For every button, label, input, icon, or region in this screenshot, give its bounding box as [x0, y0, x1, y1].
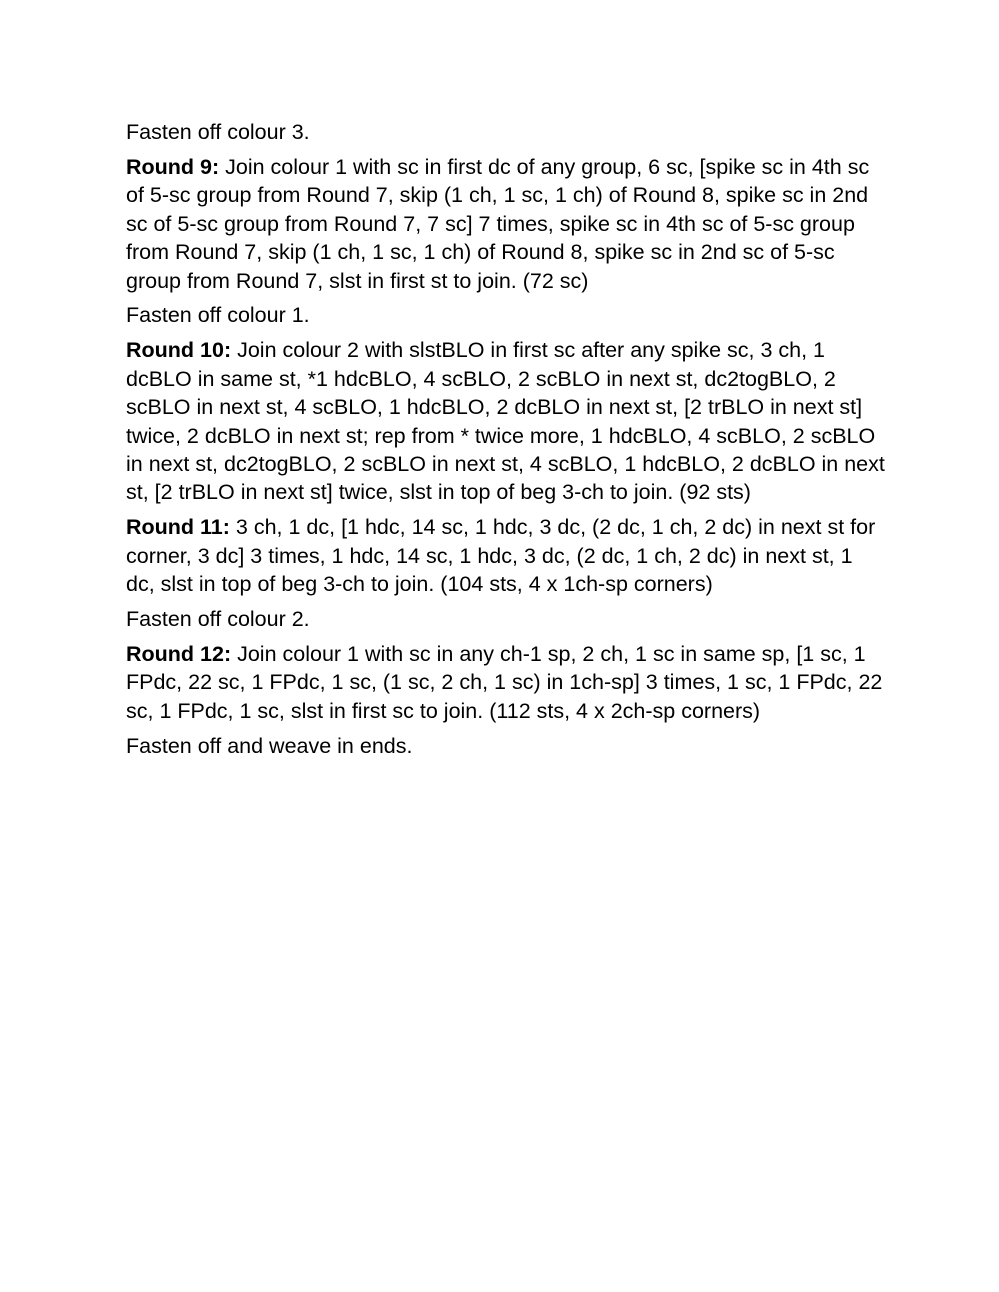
instruction-fasten-off [126, 118, 886, 146]
round-11-instruction [126, 513, 886, 598]
instruction-text: Fasten off colour 3. [126, 120, 310, 144]
round-12-instruction [126, 640, 886, 725]
instruction-text: Join colour 1 with sc in any ch-1 sp, 2 ch, 1 sc in same sp, [1 sc, 1 FPdc, 22 sc, 1 FPdc, 1 sc, (1 sc, 2 ch, 1 sc) in 1ch-sp] 3 times, 1 sc, 1 FPdc, 22 sc, 1 FPdc, 1 sc, slst in first sc to join. (112 sts, 4 x 2ch-sp corners) [126, 641, 883, 723]
instruction-finish [126, 732, 886, 760]
instruction-text: Join colour 1 with sc in first dc of any group, 6 sc, [spike sc in 4th sc of 5-sc group from Round 7, skip (1 ch, 1 sc, 1 ch) of Round 8, spike sc in 2nd sc of 5-sc group from Round 7, 7 sc] 7 times, spike sc in 4th sc of 5-sc group from Round 7, skip (1 ch, 1 sc, 1 ch) of Round 8, spike sc in 2nd sc of 5-sc group from Round 7, slst in first st to join. (72 sc) [126, 154, 870, 293]
instruction-text: Join colour 2 with slstBLO in first sc after any spike sc, 3 ch, 1 dcBLO in same st, *1 hdcBLO, 4 scBLO, 2 scBLO in next st, dc2togBLO, 2 scBLO in next st, 4 scBLO, 1 hdcBLO, 2 dcBLO in next st, [2 trBLO in next st] twice, 2 dcBLO in next st; rep from * twice more, 1 hdcBLO, 4 scBLO, 2 scBLO in next st, dc2togBLO, 2 scBLO in next st, 4 scBLO, 1 hdcBLO, 2 dcBLO in next st, [2 trBLO in next st] twice, slst in top of beg 3-ch to join. (92 sts) [126, 338, 885, 505]
instruction-text: 3 ch, 1 dc, [1 hdc, 14 sc, 1 hdc, 3 dc, (2 dc, 1 ch, 2 dc) in next st for corner, 3 dc] 3 times, 1 hdc, 14 sc, 1 hdc, 3 dc, (2 dc, 1 ch, 2 dc) in next st, 1 dc, slst in top of beg 3-ch to join. (104 sts, 4 x 1ch-sp corners) [126, 515, 876, 597]
round-10-instruction [126, 336, 886, 506]
instruction-fasten-off [126, 605, 886, 633]
round-label: Round 9: [126, 154, 220, 179]
instruction-fasten-off [126, 301, 886, 329]
instruction-text: Fasten off colour 2. [126, 607, 310, 631]
round-9-instruction [126, 153, 886, 295]
round-label: Round 11: [126, 515, 230, 540]
round-label: Round 12: [126, 641, 232, 666]
pattern-text [126, 118, 886, 767]
instruction-text: Fasten off colour 1. [126, 303, 310, 328]
instruction-text: Fasten off and weave in ends. [126, 733, 413, 758]
round-label: Round 10: [126, 338, 232, 363]
